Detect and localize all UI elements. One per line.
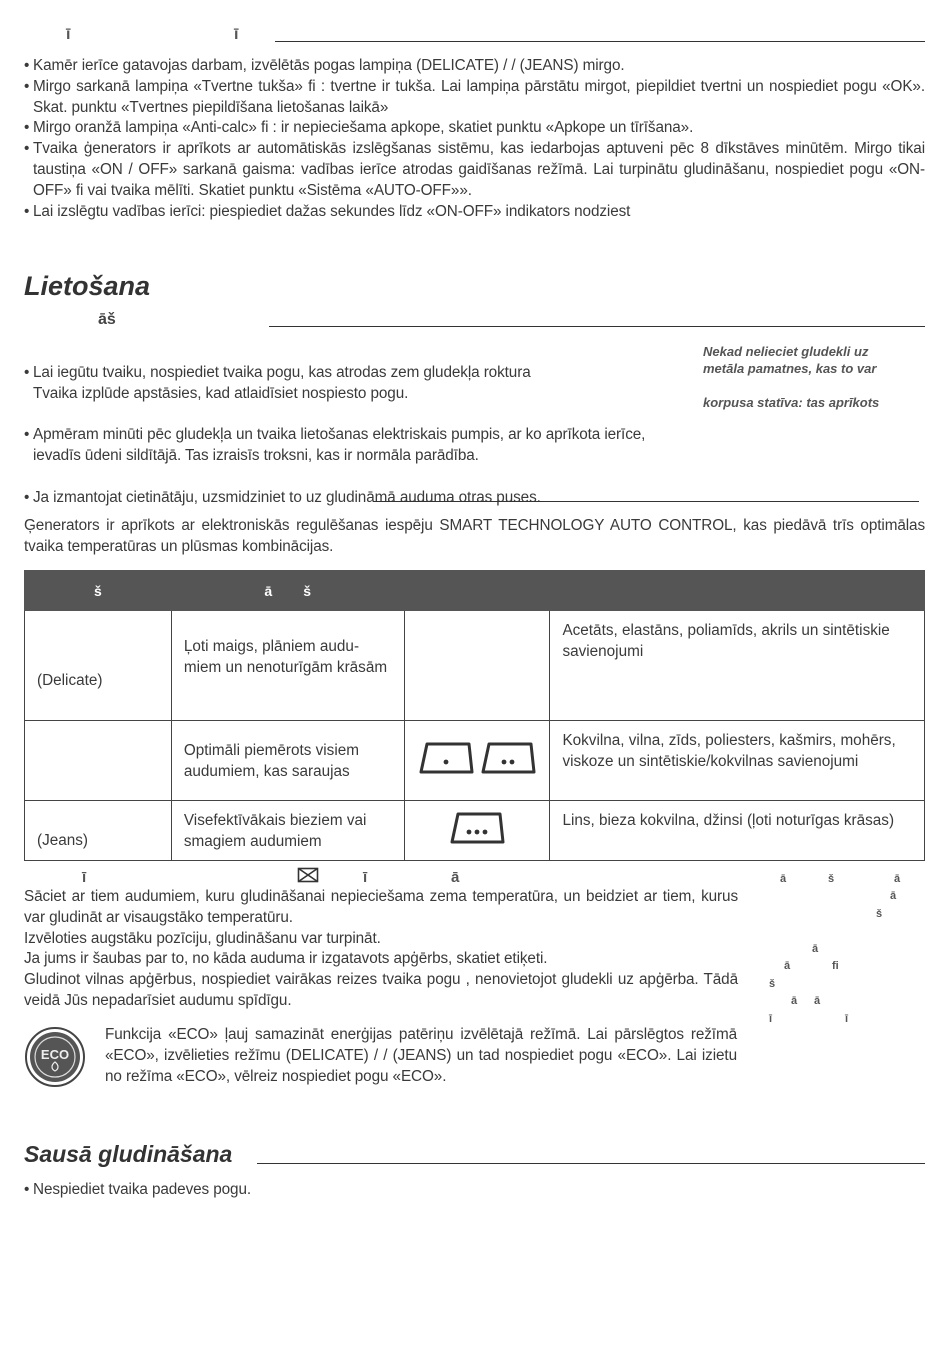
usage-title: Lietošana <box>24 271 151 301</box>
side-fragment: š <box>769 978 776 990</box>
side-fragment: ī <box>769 1013 773 1025</box>
tips-text <box>24 887 738 1012</box>
list-item: • Lai iegūtu tvaiku, nospiediet tvaika pogu, kas atrodas zem gludekļa roktura Tvaika izplūde apstāsies, kad atlaidīsiet nospiesto pogu. <box>24 363 690 405</box>
fabrics-cell: Lins, bieza kokvilna, džinsi (ļoti noturīgas krāsas) <box>550 801 925 861</box>
tips-heading-fragment: ī <box>363 869 368 886</box>
note-line: korpusa statīva: tas aprīkots <box>703 395 880 410</box>
side-fragment: ā <box>894 873 901 885</box>
tips-heading-fragment: ī <box>82 869 87 886</box>
list-item: • Ja izmantojat cietinātāju, uzsmidziniet to uz gludināmā auduma otras puses. <box>24 488 690 509</box>
tips-heading-fragment: ā <box>451 869 460 886</box>
eco-description: Funkcija «ECO» ļauj samazināt enerģijas patēriņu izvēlētajā režīmā. Lai pārslēgtos režīmā «ECO», izvēlieties režīmu (DELICATE) / / (JEANS) un tad nospiediet pogu «ECO». Lai izietu no režīma «ECO», vēlreiz nospiediet pogu «ECO». <box>105 1026 737 1085</box>
tips-line: Sāciet ar tiem audumiem, kuru gludināšanai nepieciešama zema temperatūra, un beidziet ar tiem, kurus var gludināt ar visaugstāko temperatūru. <box>24 888 738 926</box>
table-header-cell <box>404 571 550 611</box>
iron-temp-cell <box>404 721 550 801</box>
mode-cell <box>25 721 172 801</box>
usage-side-note <box>703 343 928 411</box>
mode-cell: (Jeans) <box>25 801 172 861</box>
eco-icon-label: ECO <box>40 1047 70 1062</box>
list-item: • Apmēram minūti pēc gludekļa un tvaika lietošanas elektriskais pumpis, ar ko aprīkota ierīce, ievadīs ūdeni sildītājā. Tas izraisīs troksni, kas ir normāla parādība. <box>24 425 690 467</box>
usage-subheading: āš <box>98 311 116 328</box>
fabrics-cell: Kokvilna, vilna, zīds, poliesters, kašmirs, mohērs, viskoze un sintētiskie/kokvilnas savienojumi <box>550 721 925 801</box>
side-fragment: š <box>828 873 835 885</box>
note-line: metāla pamatnes, kas to var <box>703 361 877 376</box>
list-item: • Lai izslēgtu vadības ierīci: piespiediet dažas sekundes līdz «ON-OFF» indikators nodziest <box>24 202 925 223</box>
eco-icon <box>24 1026 86 1088</box>
side-fragment: ā <box>890 890 897 902</box>
table-row <box>25 611 925 721</box>
dry-ironing-rule <box>257 1163 925 1164</box>
top-heading-rule <box>275 41 925 42</box>
top-heading-fragment-2: ī <box>234 26 239 43</box>
side-fragment: ā <box>791 995 798 1007</box>
top-heading-fragment-1: ī <box>66 26 71 43</box>
description-cell: Ļoti maigs, plāniem audu-miem un nenoturīgām krāsām <box>171 611 404 721</box>
generator-heading-rule <box>373 501 919 502</box>
iron-one-dot-icon <box>417 738 475 776</box>
list-item: • Mirgo oranžā lampiņa «Anti-calc» fi : ir nepieciešama apkope, skatiet punktu «Apkope un tīrīšana». <box>24 118 925 139</box>
dry-ironing-title: Sausā gludināšana <box>24 1141 233 1167</box>
side-fragment: ī <box>845 1013 849 1025</box>
iron-two-dots-icon <box>479 738 537 776</box>
list-item: • Tvaika ģenerators ir aprīkots ar automātiskās izslēgšanas sistēmu, kas iedarbojas aptuveni pēc 8 dīkstāves minūtēm. Mirgo tikai taustiņa «ON / OFF» sarkanā gaisma: vadības ierīce atrodas gaidīšanas režīmā. Lai turpinātu gludināšanu, nospiediet pogu «ON-OFF» fi vai tvaika mēlīti. Skatiet punktu «Sistēma «AUTO-OFF»». <box>24 139 925 201</box>
side-fragment: ā <box>814 995 821 1007</box>
table-header-cell <box>550 571 925 611</box>
list-item: • Mirgo sarkanā lampiņa «Tvertne tukša» fi : tvertne ir tukša. Lai lampiņa pārstātu mirgot, piepildiet tvertni un nospiediet pogu «OK». Skat. punktu «Tvertnes piepildīšana lietošanas laikā» <box>24 77 925 119</box>
side-fragment: ā <box>780 873 787 885</box>
mode-cell: (Delicate) <box>25 611 172 721</box>
dry-ironing-list <box>24 1180 624 1201</box>
tips-line: Izvēloties augstāku pozīciju, gludināšanu var turpināt. <box>24 929 381 947</box>
no-tumble-dry-icon <box>297 867 319 883</box>
generator-intro: Ģenerators ir aprīkots ar elektroniskās regulēšanas iespēju SMART TECHNOLOGY AUTO CONTROL, kas piedāvā trīs optimālas tvaika temperatūras un plūsmas kombinācijas. <box>24 517 925 555</box>
note-line: Nekad nelieciet gludekli uz <box>703 344 869 359</box>
side-fragment: š <box>876 908 883 920</box>
fabrics-cell: Acetāts, elastāns, poliamīds, akrils un sintētiskie savienojumi <box>550 611 925 721</box>
table-header-cell: š <box>25 571 172 611</box>
steam-mode-table <box>24 570 925 861</box>
top-bullet-list <box>24 56 925 222</box>
list-item: • Kamēr ierīce gatavojas darbam, izvēlētās pogas lampiņa (DELICATE) / / (JEANS) mirgo. <box>24 56 925 77</box>
description-cell: Visefektīvākais bieziem vai smagiem audumiem <box>171 801 404 861</box>
description-cell: Optimāli piemērots visiem audumiem, kas saraujas <box>171 721 404 801</box>
side-fragment: ā <box>812 943 819 955</box>
iron-temp-cell <box>404 611 550 721</box>
table-header-row <box>25 571 925 611</box>
tips-line: Gludinot vilnas apģērbus, nospiediet vairākas reizes tvaika pogu , nenovietojot gludekli uz apģērba. Tādā veidā Jūs nepadarīsiet audumu spīdīgu. <box>24 971 738 1009</box>
table-header-cell: ā š <box>171 571 404 611</box>
side-fragment: ā <box>784 960 791 972</box>
list-item: • Nespiediet tvaika padeves pogu. <box>24 1180 624 1201</box>
table-row <box>25 801 925 861</box>
usage-subheading-rule <box>269 326 925 327</box>
side-fragment: fi <box>832 960 839 972</box>
tips-line: Ja jums ir šaubas par to, no kāda auduma ir izgatavots apģērbs, skatiet etiķeti. <box>24 950 548 968</box>
iron-temp-cell <box>404 801 550 861</box>
iron-three-dots-icon <box>448 808 506 846</box>
table-row <box>25 721 925 801</box>
